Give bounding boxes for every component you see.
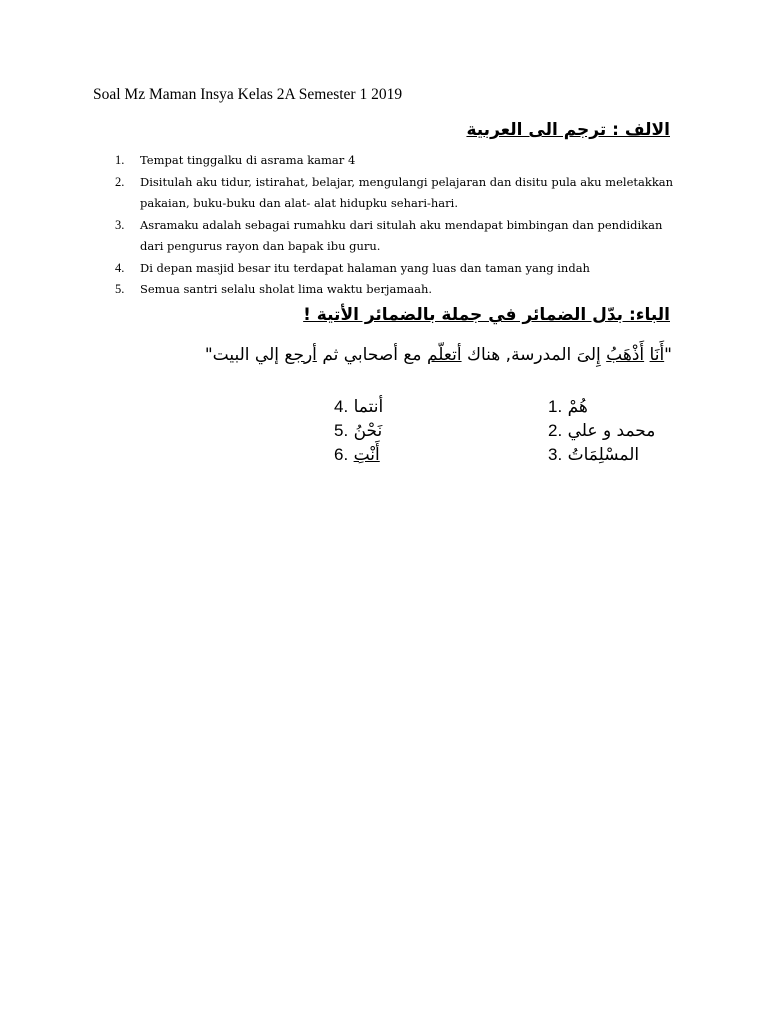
list-item-number: 3. [115,217,125,232]
pronoun-word: محمد و علي [567,421,656,441]
sentence-word: مع أصحابي ثم [322,345,422,365]
pronoun-item [334,421,382,441]
pronoun-word: المسْلِمَاتُ [567,445,640,465]
page-title: Soal Mz Maman Insya Kelas 2A Semester 1 2019 [93,86,403,103]
pronoun-item [334,397,383,417]
pronoun-word: أَنْتِ [353,445,380,465]
list-item-text: Asramaku adalah sebagai rumahku dari situlah aku mendapat bimbingan dan pendidikan dari pengurus rayon dan bapak ibu guru. [140,217,663,253]
list-item-number: 2. [115,174,125,189]
pronoun-item [548,397,588,417]
list-item-number: 4. [115,260,125,275]
sentence-word: إِلىَ المدرسة, هناك [466,345,601,365]
list-item [115,172,675,215]
pronoun-item [548,421,655,441]
list-item [115,279,675,301]
list-item-number: 5. [115,282,125,296]
list-item-text: Tempat tinggalku di asrama kamar 4 [140,153,356,167]
list-item [115,150,675,172]
sentence-word: إلي البيت [212,345,279,365]
pronoun-number: 2. [548,421,563,440]
pronoun-item [334,445,380,465]
sentence-word: أَنَا [649,345,665,365]
list-item [115,258,675,280]
section-a-heading: الالف : ترجم الى العربية [466,120,670,140]
pronoun-number: 1. [548,397,563,416]
pronoun-word: نَحْنُ [353,421,383,441]
sentence-word: أرجع [284,345,317,365]
list-item-number: 1. [115,153,125,167]
translation-list [115,150,675,301]
sentence-word: أتعلّم [426,345,462,365]
example-sentence [205,345,672,365]
list-item-text: Di depan masjid besar itu terdapat halaman yang luas dan taman yang indah [140,260,590,275]
pronoun-number: 5. [334,421,349,440]
list-item [115,215,675,258]
pronoun-number: 4. [334,397,349,416]
pronoun-number: 6. [334,445,349,464]
list-item-text: Disitulah aku tidur, istirahat, belajar, mengulangi pelajaran dan disitu pula aku meletakkan pakaian, buku-buku dan alat- alat hidupku sehari-hari. [140,174,674,210]
section-b-heading: الباء: بدّل الضمائر في جملة بالضمائر الأتية ! [303,305,670,325]
pronoun-word: أنتما [353,397,384,417]
list-item-text: Semua santri selalu sholat lima waktu berjamaah. [140,282,433,296]
sentence-word: أَذْهَبُ [606,345,645,365]
pronoun-word: هُمْ [567,397,588,417]
close-quote: " [204,345,213,365]
pronoun-item [548,445,639,465]
open-quote: " [664,345,672,365]
pronoun-number: 3. [548,445,563,464]
